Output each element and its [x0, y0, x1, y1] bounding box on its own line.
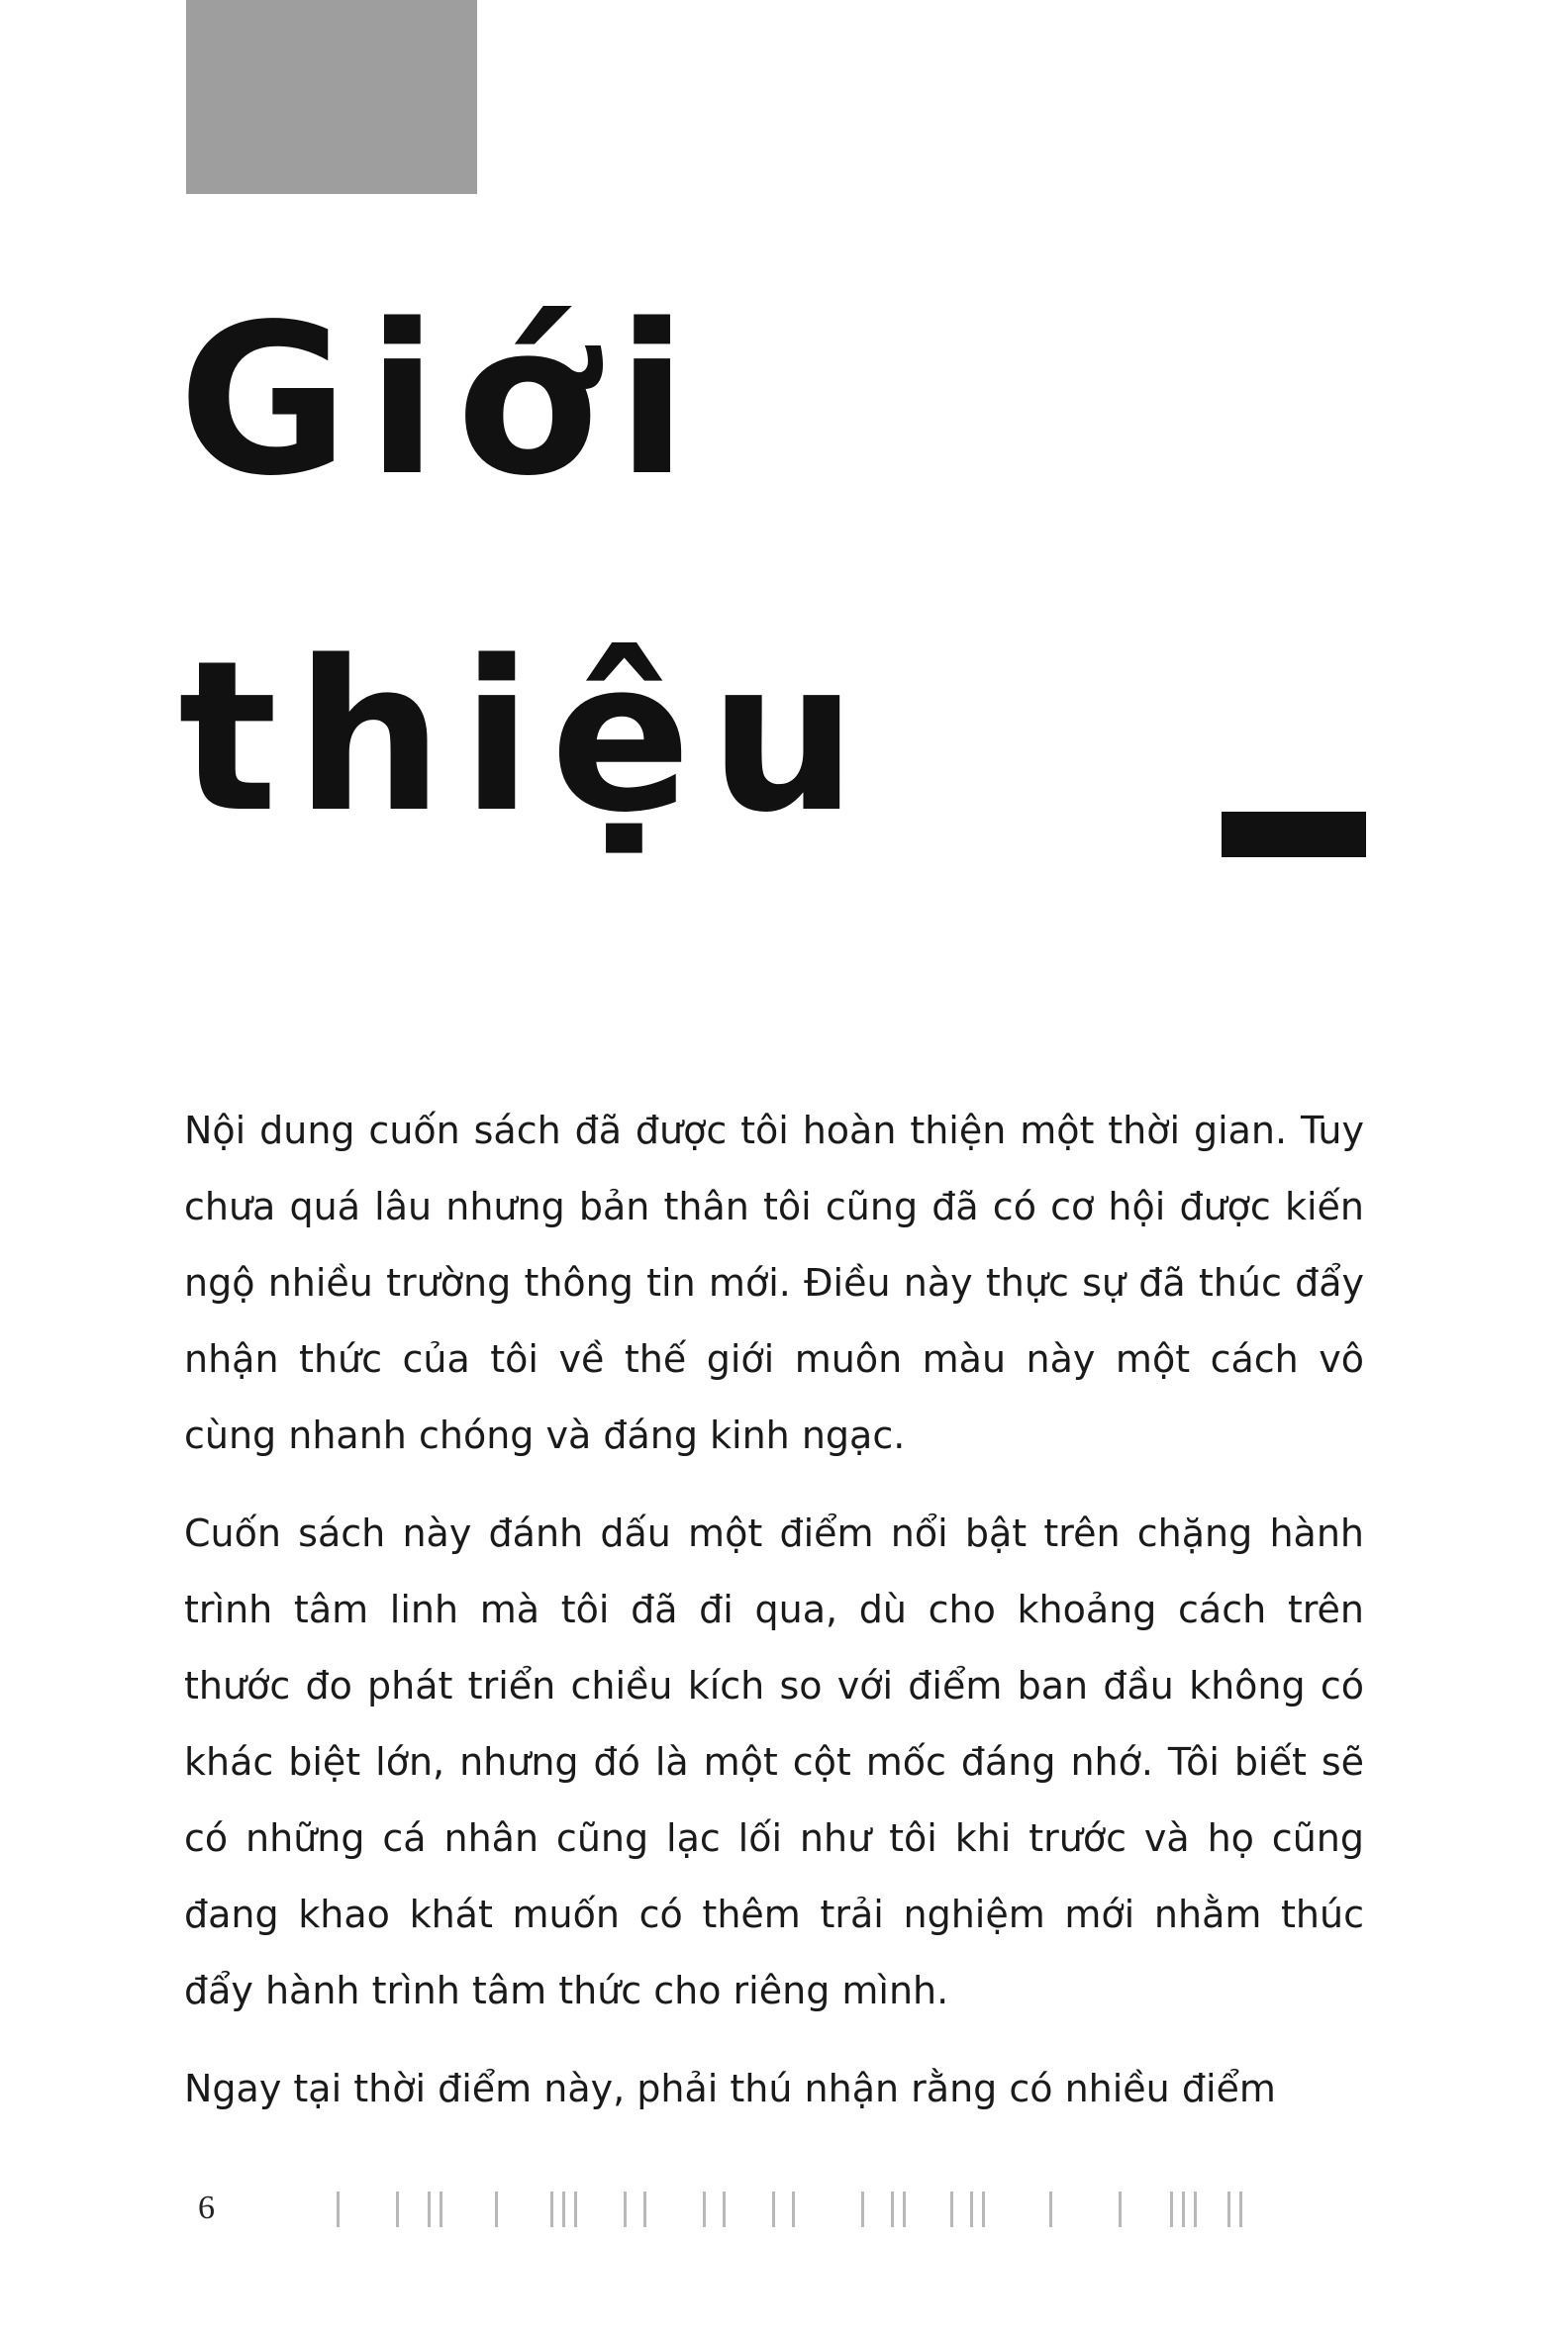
chapter-title-line-2: thiệu	[178, 616, 875, 858]
header-gray-block	[186, 0, 477, 194]
body-text	[184, 1093, 1364, 2149]
paragraph-3: Ngay tại thời điểm này, phải thú nhận rằng có nhiều điểm	[184, 2067, 1276, 2110]
footer-print-marks	[337, 2192, 1257, 2231]
paragraph-1: Nội dung cuốn sách đã được tôi hoàn thiện một thời gian. Tuy chưa quá lâu nhưng bản thân tôi cũng đã có cơ hội được kiến ngộ nhiều trường thông tin mới. Điều này thực sự đã thúc đẩy nhận thức của tôi về thế giới muôn màu này một cách vô cùng nhanh chóng và đáng kinh ngạc.	[184, 1109, 1364, 1457]
chapter-title-line-1: Giới	[178, 279, 706, 522]
page-number: 6	[198, 2190, 215, 2226]
title-dash-decoration	[1222, 812, 1366, 857]
paragraph-2: Cuốn sách này đánh dấu một điểm nổi bật trên chặng hành trình tâm linh mà tôi đã đi qua, dù cho khoảng cách trên thước đo phát triển chiều kích so với điểm ban đầu không có khác biệt lớn, nhưng đó là một cột mốc đáng nhớ. Tôi biết sẽ có những cá nhân cũng lạc lối như tôi khi trước và họ cũng đang khao khát muốn có thêm trải nghiệm mới nhằm thúc đẩy hành trình tâm thức cho riêng mình.	[184, 1511, 1364, 2012]
